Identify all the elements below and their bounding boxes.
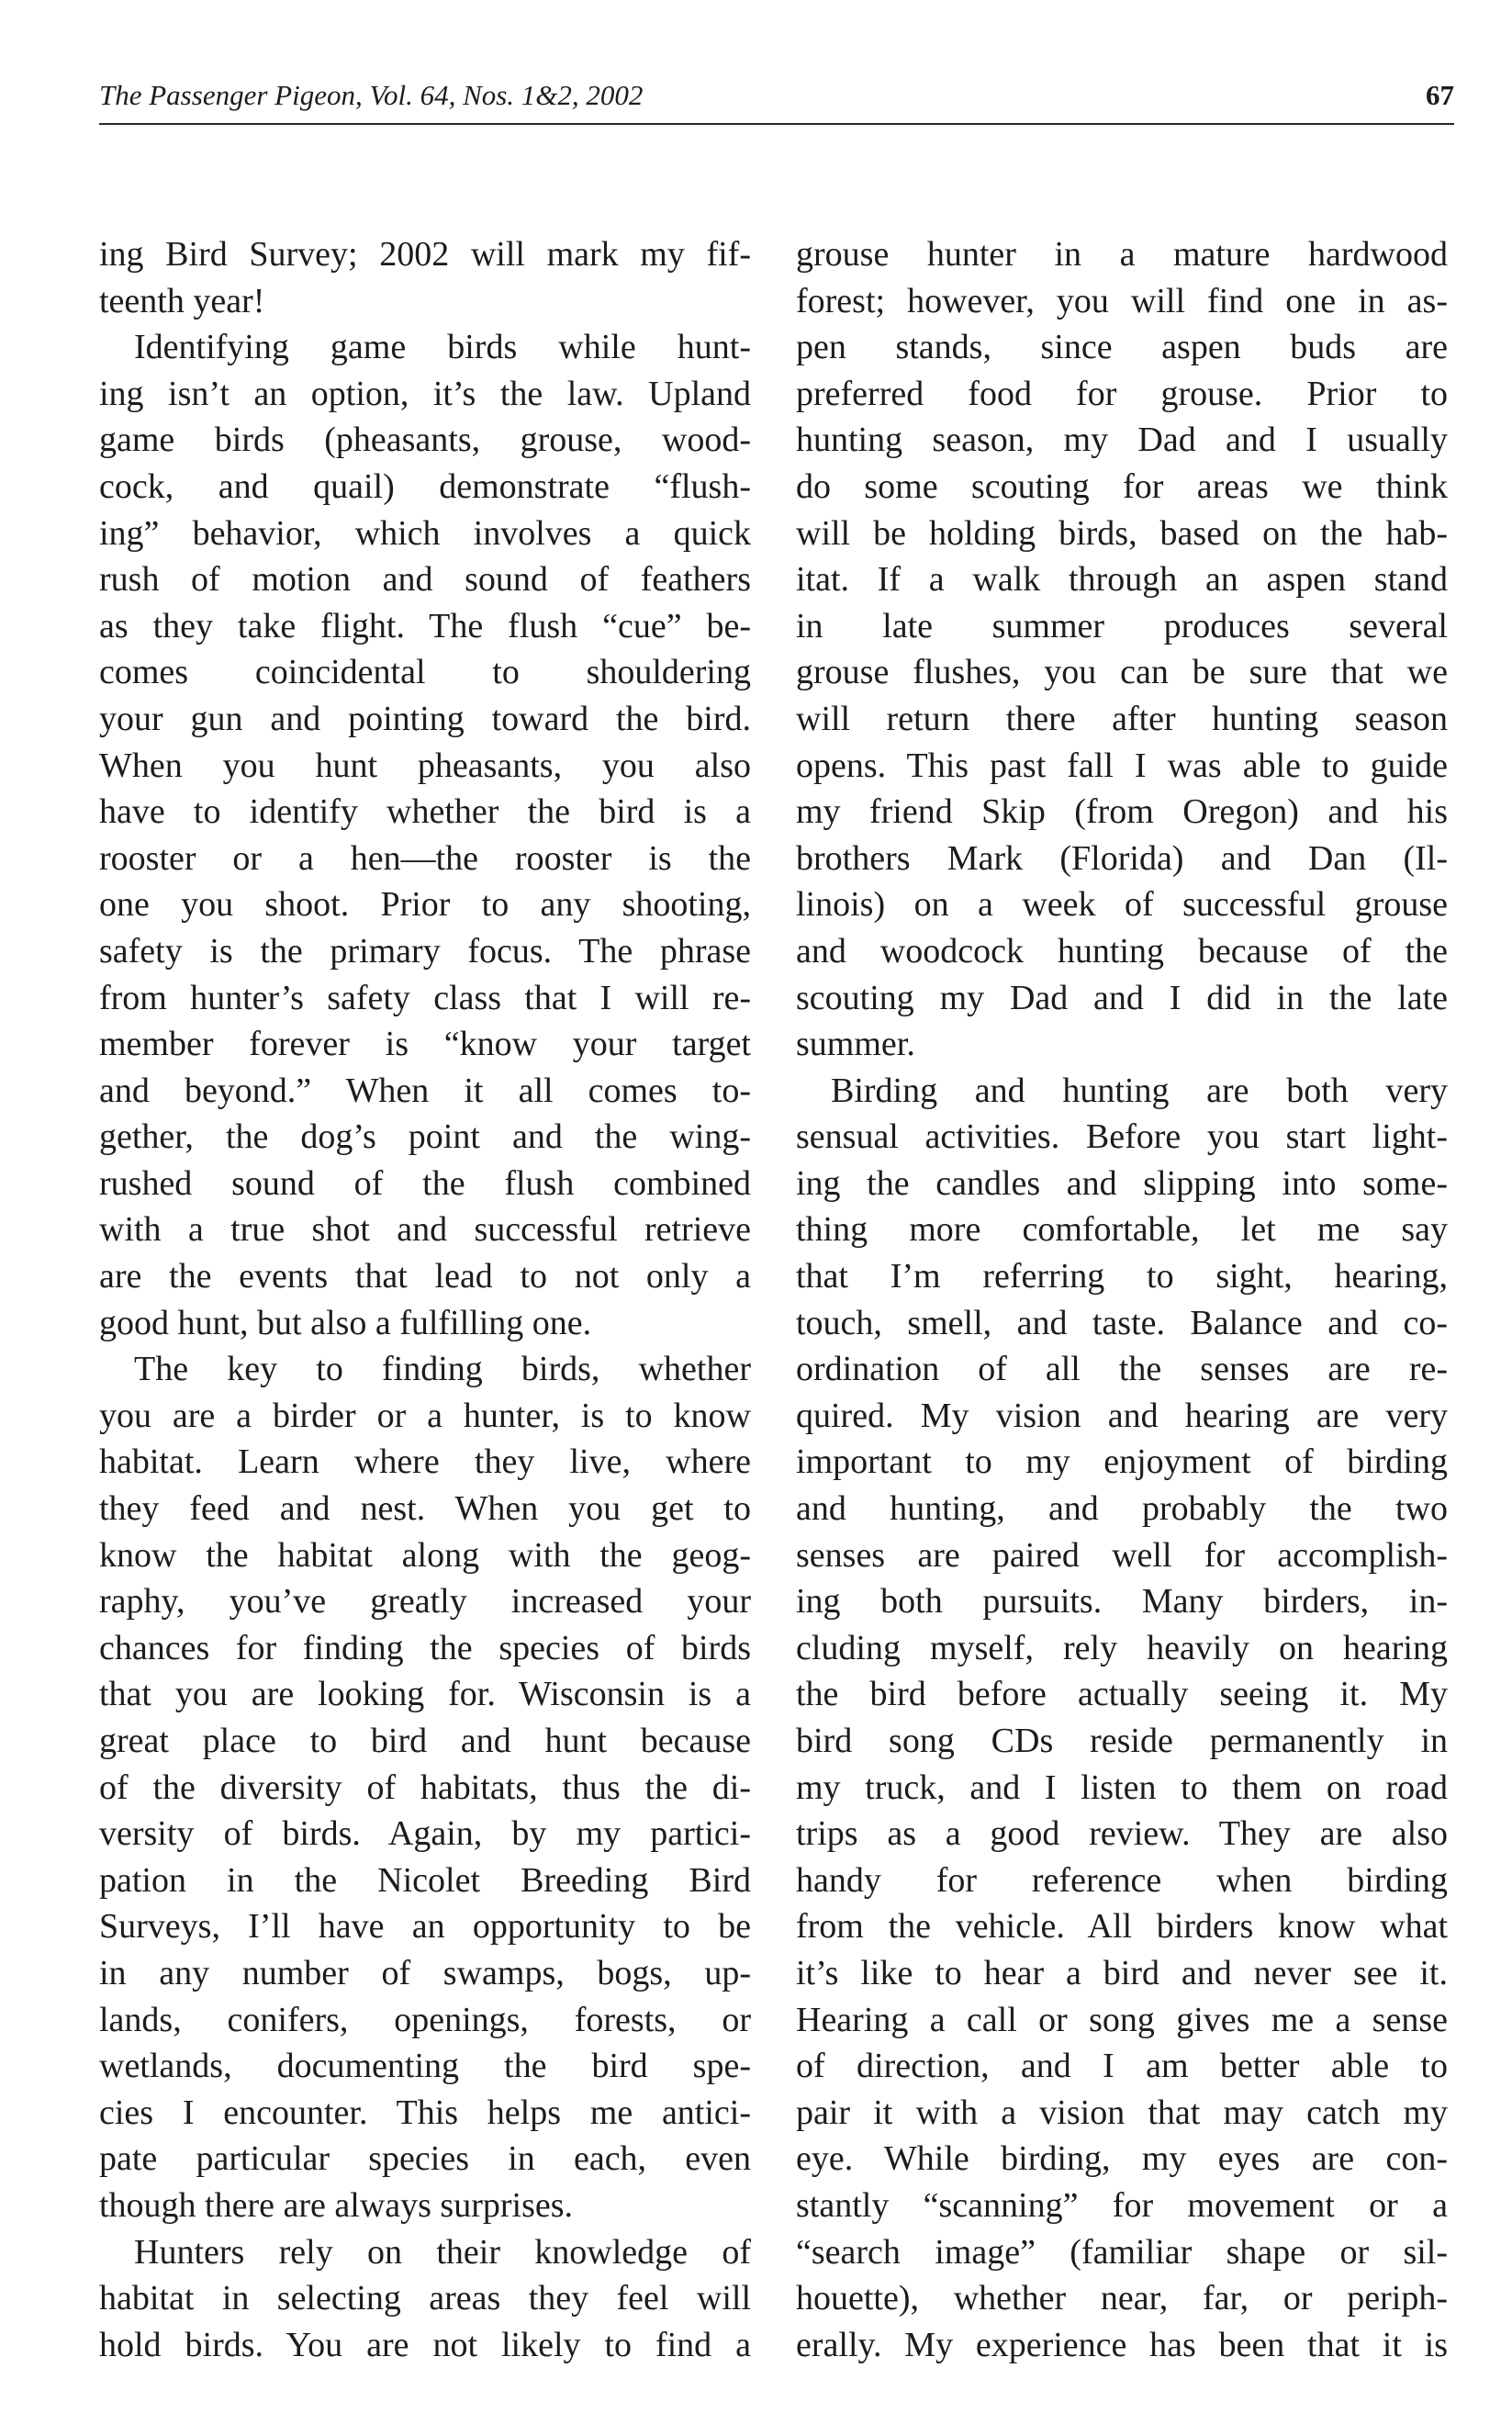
- text-line: the bird before actually seeing it. My: [796, 1675, 1448, 1714]
- text-line: with a true shot and successful retrieve: [99, 1210, 751, 1250]
- text-line: trips as a good review. They are also: [796, 1814, 1448, 1854]
- text-line: itat. If a walk through an aspen stand: [796, 560, 1448, 600]
- text-line: one you shoot. Prior to any shooting,: [99, 885, 751, 925]
- text-line: will return there after hunting season: [796, 699, 1448, 738]
- text-line: handy for reference when birding: [796, 1860, 1448, 1900]
- text-line: cies I encounter. This helps me antici-: [99, 2093, 751, 2132]
- text-line: versity of birds. Again, by my partici-: [99, 1814, 751, 1854]
- text-line: member forever is “know your target: [99, 1025, 751, 1064]
- text-line: in any number of swamps, bogs, up-: [99, 1953, 751, 1992]
- text-line: of direction, and I am better able to: [796, 2047, 1448, 2086]
- running-header: [99, 77, 1454, 125]
- text-line: bird song CDs reside permanently in: [796, 1722, 1448, 1760]
- text-line: ing” behavior, which involves a quick: [99, 513, 751, 553]
- text-line: rooster or a hen—the rooster is the: [99, 838, 751, 878]
- text-line: they feed and nest. When you get to: [99, 1489, 751, 1529]
- text-line: that I’m referring to sight, hearing,: [796, 1257, 1448, 1296]
- text-line: brothers Mark (Florida) and Dan (Il-: [796, 838, 1448, 878]
- text-line: cluding myself, rely heavily on hearing: [796, 1628, 1448, 1667]
- text-line: that you are looking for. Wisconsin is a: [99, 1675, 751, 1714]
- header-rule: [99, 123, 1454, 125]
- text-line: erally. My experience has been that it is: [796, 2325, 1448, 2364]
- text-line: lands, conifers, openings, forests, or: [99, 2000, 751, 2039]
- text-line: touch, smell, and taste. Balance and co-: [796, 1303, 1448, 1342]
- text-line: Surveys, I’ll have an opportunity to be: [99, 1907, 751, 1947]
- text-line: Identifying game birds while hunt-: [134, 328, 751, 367]
- text-line: cock, and quail) demonstrate “flush-: [99, 466, 751, 506]
- text-line: scouting my Dad and I did in the late: [796, 978, 1448, 1017]
- text-line: sensual activities. Before you start light-: [796, 1117, 1448, 1157]
- journal-citation: The Passenger Pigeon, Vol. 64, Nos. 1&2, 2002: [99, 79, 644, 111]
- text-line: forest; however, you will find one in as-: [796, 281, 1448, 320]
- text-line: pen stands, since aspen buds are: [796, 328, 1448, 367]
- text-line: as they take flight. The flush “cue” be-: [99, 606, 751, 645]
- text-line: comes coincidental to shouldering: [99, 653, 751, 692]
- text-line: of the diversity of habitats, thus the di-: [99, 1768, 751, 1807]
- text-line: my friend Skip (from Oregon) and his: [796, 792, 1448, 832]
- text-line: stantly “scanning” for movement or a: [796, 2185, 1448, 2225]
- text-line: pate particular species in each, even: [99, 2139, 751, 2179]
- right-column: [796, 231, 1448, 2368]
- text-line: hunting season, my Dad and I usually: [796, 421, 1448, 460]
- text-line: rush of motion and sound of feathers: [99, 560, 751, 600]
- text-line: though there are always surprises.: [99, 2185, 574, 2225]
- text-line: have to identify whether the bird is a: [99, 792, 751, 832]
- page-number: 67: [1426, 79, 1454, 111]
- text-line: and woodcock hunting because of the: [796, 931, 1448, 971]
- text-line: safety is the primary focus. The phrase: [99, 931, 751, 971]
- text-line: rushed sound of the flush combined: [99, 1163, 751, 1203]
- text-line: linois) on a week of successful grouse: [796, 885, 1448, 925]
- text-line: wetlands, documenting the bird spe-: [99, 2047, 751, 2086]
- text-line: grouse flushes, you can be sure that we: [796, 653, 1448, 692]
- text-line: you are a birder or a hunter, is to know: [99, 1396, 751, 1435]
- text-line: eye. While birding, my eyes are con-: [796, 2139, 1448, 2179]
- text-line: raphy, you’ve greatly increased your: [99, 1582, 751, 1622]
- text-line: do some scouting for areas we think: [796, 466, 1448, 506]
- text-line: grouse hunter in a mature hardwood: [796, 235, 1448, 274]
- text-line: your gun and pointing toward the bird.: [99, 699, 751, 738]
- text-line: gether, the dog’s point and the wing-: [99, 1117, 751, 1157]
- text-line: pair it with a vision that may catch my: [796, 2093, 1448, 2132]
- text-line: and beyond.” When it all comes to-: [99, 1071, 751, 1110]
- text-line: know the habitat along with the geog-: [99, 1535, 751, 1575]
- text-line: habitat in selecting areas they feel will: [99, 2279, 751, 2318]
- text-line: ordination of all the senses are re-: [796, 1350, 1448, 1389]
- text-line: ing isn’t an option, it’s the law. Upland: [99, 374, 751, 413]
- text-line: habitat. Learn where they live, where: [99, 1442, 751, 1482]
- text-line: senses are paired well for accomplish-: [796, 1535, 1448, 1575]
- text-line: ing Bird Survey; 2002 will mark my fif-: [99, 235, 751, 274]
- text-line: Birding and hunting are both very: [831, 1071, 1448, 1110]
- text-line: good hunt, but also a fulfilling one.: [99, 1303, 592, 1342]
- text-line: and hunting, and probably the two: [796, 1489, 1448, 1529]
- text-line: ing both pursuits. Many birders, in-: [796, 1582, 1448, 1622]
- text-line: chances for finding the species of birds: [99, 1628, 751, 1667]
- text-line: pation in the Nicolet Breeding Bird: [99, 1860, 751, 1900]
- text-line: from the vehicle. All birders know what: [796, 1907, 1448, 1947]
- text-line: are the events that lead to not only a: [99, 1257, 751, 1296]
- text-line: houette), whether near, far, or periph-: [796, 2279, 1448, 2318]
- text-line: The key to finding birds, whether: [134, 1350, 751, 1389]
- text-line: game birds (pheasants, grouse, wood-: [99, 421, 751, 460]
- text-line: hold birds. You are not likely to find a: [99, 2325, 751, 2364]
- left-column: [99, 231, 751, 2368]
- text-line: “search image” (familiar shape or sil-: [796, 2232, 1448, 2272]
- text-line: quired. My vision and hearing are very: [796, 1396, 1448, 1435]
- text-line: preferred food for grouse. Prior to: [796, 374, 1448, 413]
- text-line: ing the candles and slipping into some-: [796, 1163, 1448, 1203]
- text-line: When you hunt pheasants, you also: [99, 746, 751, 785]
- text-line: from hunter’s safety class that I will re-: [99, 978, 751, 1017]
- text-line: Hearing a call or song gives me a sense: [796, 2000, 1448, 2039]
- text-line: will be holding birds, based on the hab-: [796, 513, 1448, 553]
- text-line: important to my enjoyment of birding: [796, 1442, 1448, 1482]
- text-line: Hunters rely on their knowledge of: [134, 2232, 751, 2272]
- text-line: summer.: [796, 1025, 915, 1064]
- text-line: in late summer produces several: [796, 606, 1448, 645]
- text-line: opens. This past fall I was able to guide: [796, 746, 1448, 785]
- text-line: teenth year!: [99, 281, 265, 320]
- text-line: thing more comfortable, let me say: [796, 1210, 1448, 1250]
- text-line: great place to bird and hunt because: [99, 1722, 751, 1760]
- text-line: it’s like to hear a bird and never see it.: [796, 1953, 1448, 1992]
- text-line: my truck, and I listen to them on road: [796, 1768, 1448, 1807]
